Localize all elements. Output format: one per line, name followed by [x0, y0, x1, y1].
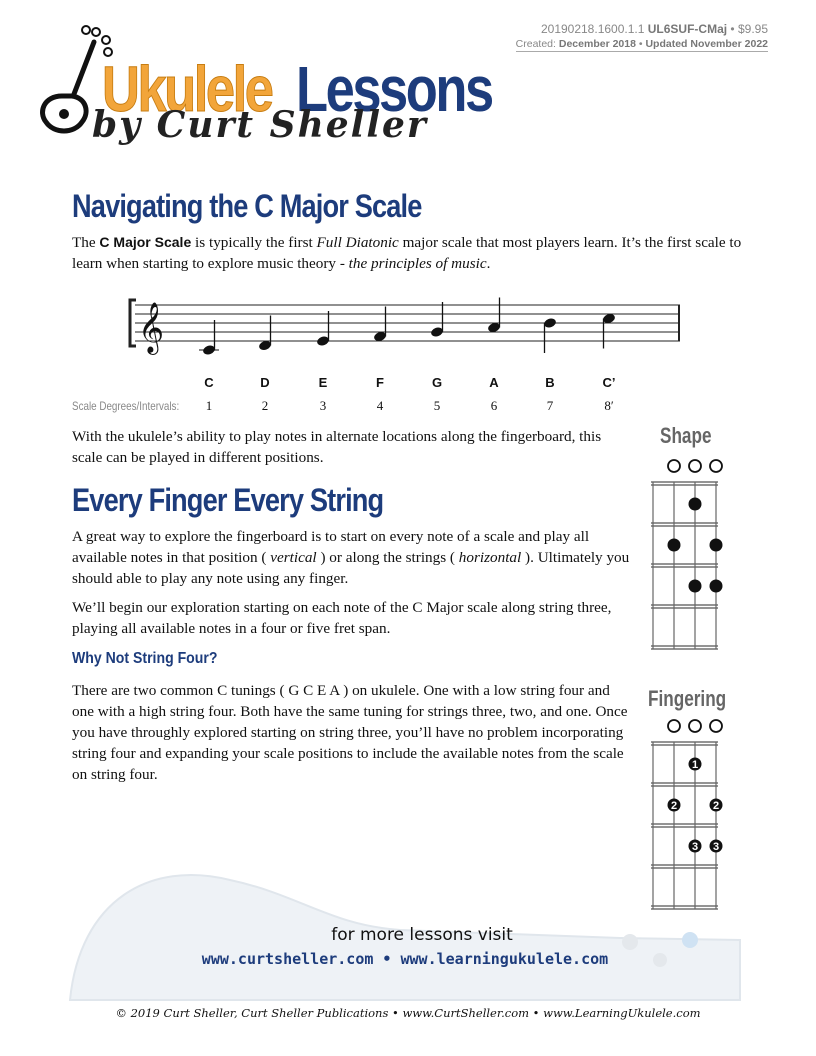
staff-note-8 [602, 312, 616, 348]
scale-degree-label: 6 [490, 398, 498, 413]
logo-byline: by Curt Sheller [92, 104, 428, 146]
exploration-paragraph: We’ll begin our exploration starting on each note of the C Major scale along string three, playing all available notes in a four or five fret span. [72, 599, 612, 637]
note-name-label: G [431, 375, 443, 390]
document-meta-line: 20190218.1600.1.1 UL6SUF-CMaj • $9.95 [540, 22, 768, 36]
note-name-label: C’ [602, 375, 616, 390]
staff-note-6 [487, 298, 501, 334]
fingering-diagram-title: Fingering [648, 686, 727, 711]
footer-website-links[interactable]: www.curtsheller.com • www.learningukulele.com [201, 950, 609, 968]
open-string-icon [710, 460, 722, 472]
finger-dot [689, 498, 702, 511]
note-name-label: C [204, 375, 214, 390]
fingering-chord-diagram [640, 712, 740, 917]
scale-degree-label: 1 [205, 398, 213, 413]
footer-visit-text: for more lessons visit [331, 925, 513, 945]
finger-number: 2 [712, 800, 720, 812]
scale-degree-label: 4 [376, 398, 384, 413]
staff-note-3 [316, 311, 330, 347]
finger-dot [710, 539, 723, 552]
treble-clef-icon: 𝄞 [138, 302, 165, 353]
note-name-label: F [376, 375, 384, 390]
scale-degree-label: 2 [261, 398, 269, 413]
staff-note-2 [258, 316, 272, 352]
finger-number: 2 [670, 800, 678, 812]
finger-dot [710, 580, 723, 593]
open-string-icon [668, 720, 680, 732]
note-name-label: B [545, 375, 555, 390]
finger-number: 3 [691, 841, 699, 853]
logo-word-ukulele: Ukulele [102, 53, 272, 125]
open-string-icon [710, 720, 722, 732]
scale-degrees-label: Scale Degrees/Intervals: [72, 399, 180, 413]
finger-paragraph: A great way to explore the fingerboard is to start on every note of a scale and play all available notes in that position ( vertical ) or along the strings ( horizontal ). Ultimately you should able to play any note using any finger. [72, 528, 630, 587]
shape-diagram-title: Shape [660, 423, 712, 448]
music-staff [0, 290, 816, 370]
note-name-label: D [260, 375, 270, 390]
scale-degree-label: 3 [319, 398, 327, 413]
scale-degree-label: 5 [433, 398, 441, 413]
open-string-icon [689, 460, 701, 472]
tunings-paragraph: There are two common C tunings ( G C E A ) on ukulele. One with a low string four and one with a high string four. Both have the same tuning for strings three, two, and one. Once you have throughly explored starting on string three, you’ll have no problem incorporating string four and expanding your scale positions to include the available notes from the scale on string four. [72, 682, 628, 783]
note-name-label: E [318, 375, 328, 390]
note-name-label: A [489, 375, 499, 390]
shape-chord-diagram [640, 452, 740, 662]
staff-note-1 [199, 320, 219, 356]
staff-note-4 [373, 307, 387, 343]
subheading-why-not-string-four: Why Not String Four? [72, 650, 218, 667]
open-string-icon [689, 720, 701, 732]
document-dates-line: Created: December 2018 • Updated November 2022 [515, 38, 768, 50]
positions-paragraph: With the ukulele’s ability to play notes in alternate locations along the fingerboard, this scale can be played in different positions. [72, 428, 602, 466]
scale-degree-label: 8′ [604, 398, 614, 413]
section-title-c-major: Navigating the C Major Scale [72, 188, 422, 224]
finger-dot [668, 539, 681, 552]
section-title-every-finger: Every Finger Every String [72, 482, 384, 518]
finger-number: 1 [691, 759, 699, 771]
finger-number: 3 [712, 841, 720, 853]
scale-degree-label: 7 [546, 398, 554, 413]
staff-note-5 [430, 302, 444, 338]
finger-dot [689, 580, 702, 593]
logo-word-lessons: Lessons [296, 53, 492, 125]
footer-copyright: © 2019 Curt Sheller, Curt Sheller Publications • www.CurtSheller.com • www.LearningUkulele.com [115, 1006, 701, 1020]
intro-paragraph: The C Major Scale is typically the first Full Diatonic major scale that most players learn. It’s the first scale to learn when starting to explore music theory - the principles of music. [72, 234, 742, 272]
staff-note-7 [543, 317, 557, 353]
open-string-icon [668, 460, 680, 472]
